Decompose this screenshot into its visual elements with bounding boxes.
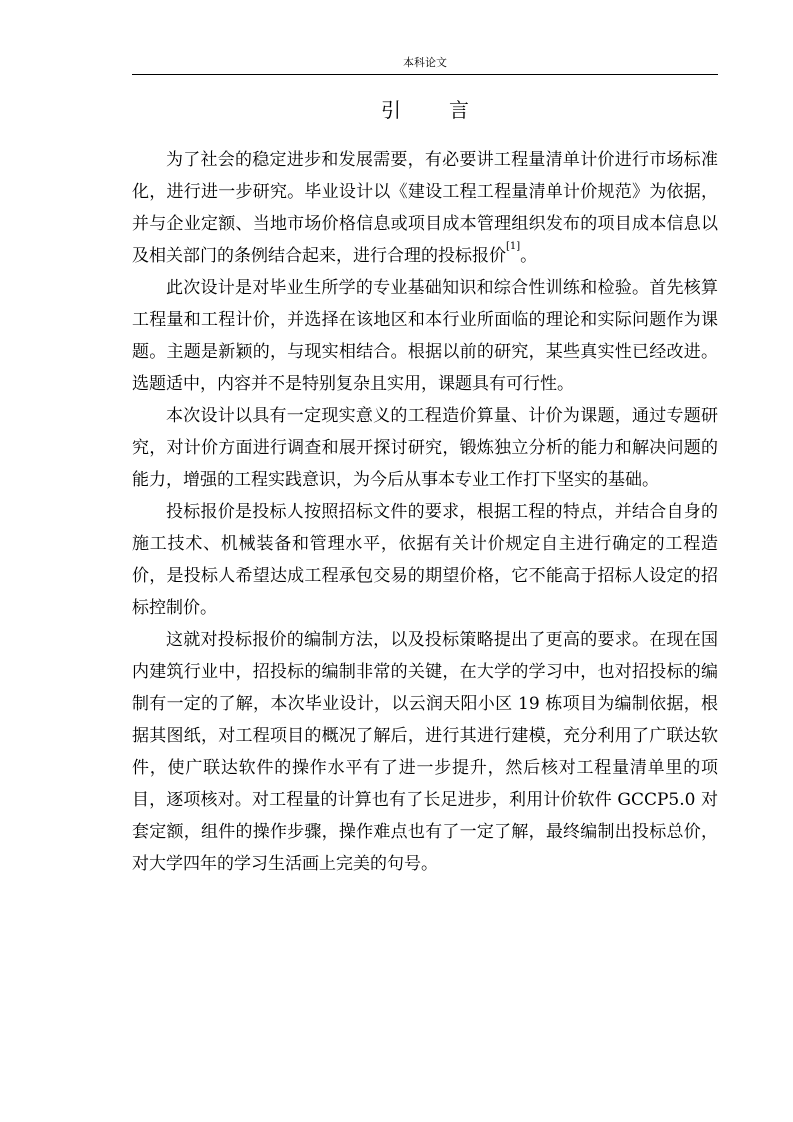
page-title: 引言 [381,98,517,122]
body-text [132,144,718,880]
paragraph-1-text: 为了社会的稳定进步和发展需要，有必要讲工程量清单计价进行市场标准化，进行进一步研究。毕业设计以《建设工程工程量清单计价规范》为依据，并与企业定额、当地市场价格信息或项目成本管理组织发布的项目成本信息以及相关部门的条例结合起来，进行合理的投标报价 [132,150,718,266]
paragraph-1-tail: 。 [520,246,538,266]
paragraph-5: 这就对投标报价的编制方法，以及投标策略提出了更高的要求。在现在国内建筑行业中，招投标的编制非常的关键，在大学的学习中，也对招投标的编制有一定的了解，本次毕业设计，以云润天阳小区 19 栋项目为编制依据，根据其图纸，对工程项目的概况了解后，进行其进行建模，充分利用了广联达软件，使广联达软件的操作水平有了进一步提升，然后核对工程量清单里的项目，逐项核对。对工程量的计算也有了长足进步，利用计价软件 GCCP5.0 对套定额，组件的操作步骤，操作难点也有了一定了解，最终编制出投标总价，对大学四年的学习生活画上完美的句号。 [132,630,718,874]
paragraph-2: 此次设计是对毕业生所学的专业基础知识和综合性训练和检验。首先核算工程量和工程计价，并选择在该地区和本行业所面临的理论和实际问题作为课题。主题是新颖的，与现实相结合。根据以前的研究，某些真实性已经改进。选题适中，内容并不是特别复杂且实用，课题具有可行性。 [132,278,718,394]
running-header: 本科论文 [403,56,447,69]
citation-mark: [1] [506,241,521,252]
paragraph-4: 投标报价是投标人按照招标文件的要求，根据工程的特点，并结合自身的施工技术、机械装备和管理水平，依据有关计价规定自主进行确定的工程造价，是投标人希望达成工程承包交易的期望价格，它不能高于招标人设定的招标控制价。 [132,502,718,618]
paragraph-3: 本次设计以具有一定现实意义的工程造价算量、计价为课题，通过专题研究，对计价方面进行调查和展开探讨研究，锻炼独立分析的能力和解决问题的能力，增强的工程实践意识，为今后从事本专业工作打下坚实的基础。 [132,406,718,490]
header-rule [132,74,718,75]
paragraph-1 [132,144,718,272]
